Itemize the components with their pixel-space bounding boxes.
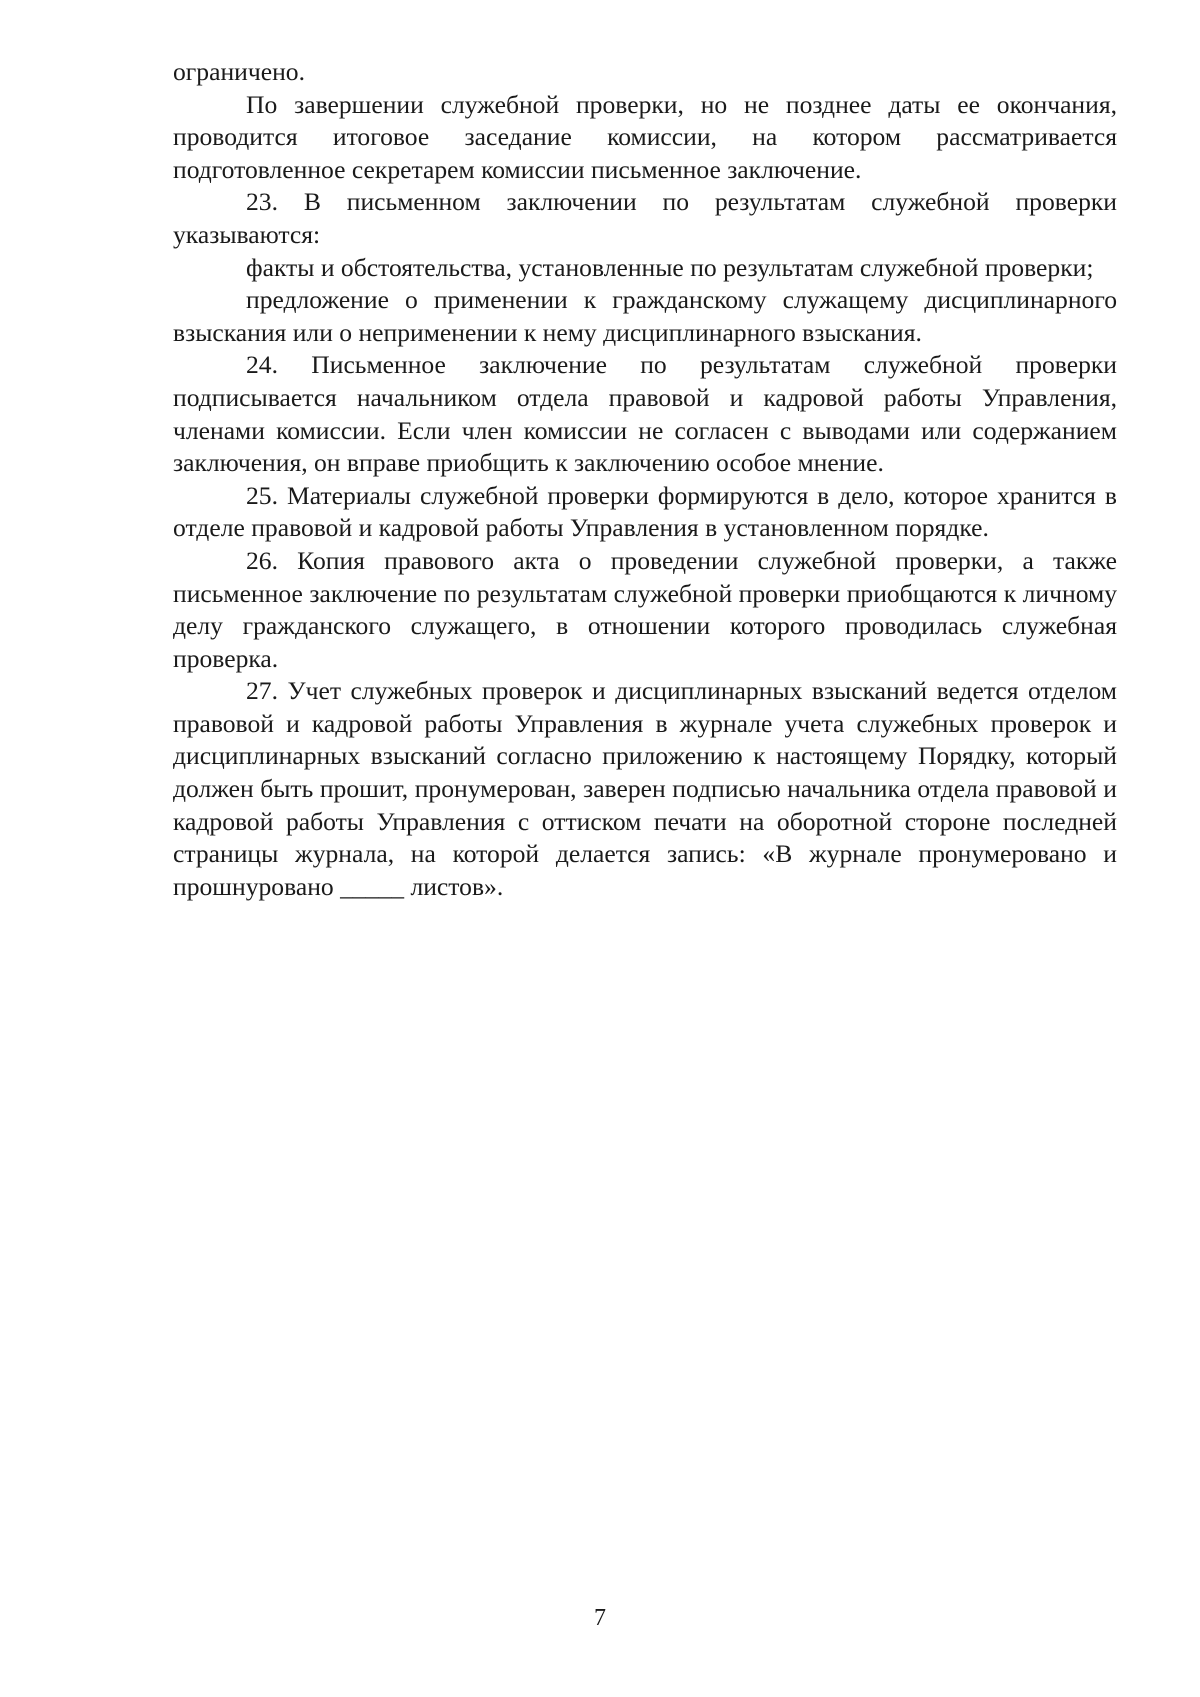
paragraph-item-27: 27. Учет служебных проверок и дисциплинарных взысканий ведется отделом правовой и кадровой работы Управления в журнале учета служебных проверок и дисциплинарных взысканий согласно приложению к настоящему Порядку, который должен быть прошит, пронумерован, заверен подписью начальника отдела правовой и кадровой работы Управления с оттиском печати на оборотной стороне последней страницы журнала, на которой делается запись: «В журнале пронумеровано и прошнуровано _____ листов». [173,676,1117,901]
page-number: 7 [594,1605,606,1631]
paragraph-item-23-facts: факты и обстоятельства, установленные по результатам служебной проверки; [246,252,1094,282]
paragraph-final-meeting: По завершении служебной проверки, но не позднее даты ее окончания, проводится итоговое заседание комиссии, на котором рассматривается подготовленное секретарем комиссии письменное заключение. [173,89,1117,184]
paragraph-item-23: 23. В письменном заключении по результатам служебной проверки указываются: [173,187,1117,249]
paragraph-item-25: 25. Материалы служебной проверки формируются в дело, которое хранится в отделе правовой и кадровой работы Управления в установленном порядке. [173,480,1117,543]
document-body [173,56,1117,903]
paragraph-item-24: 24. Письменное заключение по результатам служебной проверки подписывается начальником отдела правовой и кадровой работы Управления, членами комиссии. Если член комиссии не согласен с выводами или содержанием заключения, он вправе приобщить к заключению особое мнение. [173,350,1117,478]
paragraph-item-23-proposal: предложение о применении к гражданскому служащему дисциплинарного взыскания или о неприменении к нему дисциплинарного взыскания. [173,285,1117,347]
paragraph-item-26: 26. Копия правового акта о проведении служебной проверки, а также письменное заключение по результатам служебной проверки приобщаются к личному делу гражданского служащего, в отношении которого проводилась служебная проверка. [173,545,1117,673]
paragraph-continuation: ограничено. [173,57,305,86]
